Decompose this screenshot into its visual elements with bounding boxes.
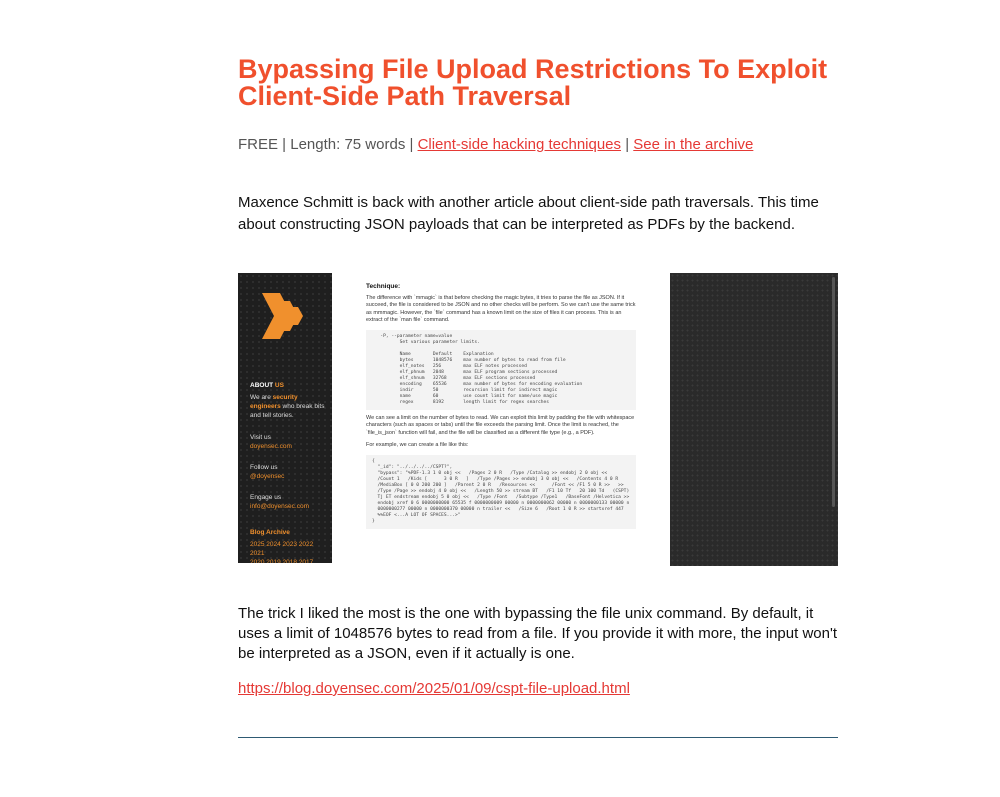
- technique-paragraph-2: We can see a limit on the number of bytes to read. We can exploit this limit by padding the file with whitespace characters (such as spaces or tabs) until the file exceeds the parsing limit. Once the limit is reached, the `file_is_json` function will fail, and the file will be classified as a different file type (e.g., a PDF).: [366, 414, 635, 436]
- article-meta: [238, 135, 838, 155]
- visit-label: Visit us: [250, 434, 271, 441]
- meta-separator: |: [625, 136, 630, 153]
- about-heading: ABOUT: [250, 382, 274, 389]
- article-header: [238, 56, 838, 251]
- sidebar-bottom-strip: [238, 563, 332, 566]
- visit-link: doyensec.com: [250, 443, 292, 450]
- technique-paragraph-1: The difference with `mmagic` is that before checking the magic bytes, it tries to parse the file as JSON. If it succeed, the file is considered to be JSON and no other checks will be perform. So we can't use the same trick as mmmagic. However, the `file` command has a known limit on the size of files it can process. This is an extract of the `man file` command.: [366, 294, 636, 323]
- about-text-accent: security engineers: [250, 394, 298, 410]
- engage-link: info@doyensec.com: [250, 503, 309, 510]
- document-content: [366, 283, 636, 534]
- screenshot-sidebar: [238, 273, 332, 566]
- about-text-1: We are: [250, 394, 271, 401]
- category-link[interactable]: Client-side hacking techniques: [417, 136, 622, 153]
- archive-heading: Blog Archive: [250, 529, 290, 536]
- doyensec-logo-icon: [258, 289, 310, 343]
- divider: [238, 737, 838, 738]
- about-section: [250, 381, 328, 420]
- about-heading-accent: US: [274, 382, 284, 389]
- archive-section: [250, 528, 328, 566]
- article-screenshot: [238, 273, 838, 566]
- screenshot-scrollbar: [832, 277, 835, 507]
- follow-label: Follow us: [250, 464, 278, 471]
- article-body: The trick I liked the most is the one with bypassing the file unix command. By default, it uses a limit of 1048576 bytes to read from a file. If you provide it with more, the input won't be interpreted as a JSON, even if it actually is one.: [238, 605, 838, 662]
- article-url-link[interactable]: https://blog.doyensec.com/2025/01/09/cspt-file-upload.html: [238, 680, 630, 697]
- code-block-man-file: -P, --parameter name=value Set various parameter limits. Name Default Explanation bytes 1048576 max number of bytes to read from file elf_notes 256 max ELF notes processed elf_phnum 2048 max ELF program sections processed elf_shnum 32768 max ELF sections processed encoding 65536 max number of bytes for encoding evaluation indir 50 recursion limit for indirect magic name 60 use count limit for name/use magic regex 8192 length limit for regex searches: [366, 330, 636, 410]
- article-intro: Maxence Schmitt is back with another article about client-side path traversals. This time about constructing JSON payloads that can be interpreted as PDFs by the backend.: [238, 194, 819, 233]
- archive-years-row-1: 2025 2024 2023 2022 2021: [250, 541, 314, 557]
- archive-link[interactable]: See in the archive: [633, 136, 754, 153]
- follow-section: [250, 463, 328, 481]
- technique-heading: Technique:: [366, 283, 401, 290]
- follow-link: @doyensec: [250, 473, 285, 480]
- article-title: Bypassing File Upload Restrictions To Exploit Client-Side Path Traversal: [238, 54, 828, 111]
- visit-section: [250, 433, 328, 451]
- code-block-payload: { "_id": "../../../../CSPT?", "bypass": "%PDF-1.3 1 0 obj << /Pages 2 0 R /Type /Catalog >> endobj 2 0 obj << /Count 1 /Kids [ 3 0 R ] /Type /Pages >> endobj 3 0 obj << /Contents 4 0 R /MediaBox [ 0 0 200 200 ] /Parent 2 0 R /Resources << /Font << /F1 5 0 R >> >> /Type /Page >> endobj 4 0 obj << /Length 50 >> stream BT /F1 10 Tf 20 100 Td (CSPT) Tj ET endstream endobj 5 0 obj << /Type /Font /Subtype /Type1 /BaseFont /Helvetica >> endobj xref 0 6 0000000000 65535 f 0000000009 00000 n 0000000062 00000 n 0000000133 00000 n 0000000277 00000 n 0000000370 00000 n trailer << /Size 6 /Root 1 0 R >> startxref 447 %%EOF <...A LOT OF SPACES...>" }: [366, 455, 636, 529]
- screenshot-right-background: [670, 273, 838, 566]
- about-text-2: who break bits and tell stories.: [250, 403, 325, 419]
- screenshot-document: [332, 273, 670, 566]
- meta-prefix: FREE | Length: 75 words |: [238, 136, 414, 153]
- technique-paragraph-3: For example, we can create a file like this:: [366, 442, 469, 448]
- engage-label: Engage us: [250, 494, 282, 501]
- engage-section: [250, 493, 328, 511]
